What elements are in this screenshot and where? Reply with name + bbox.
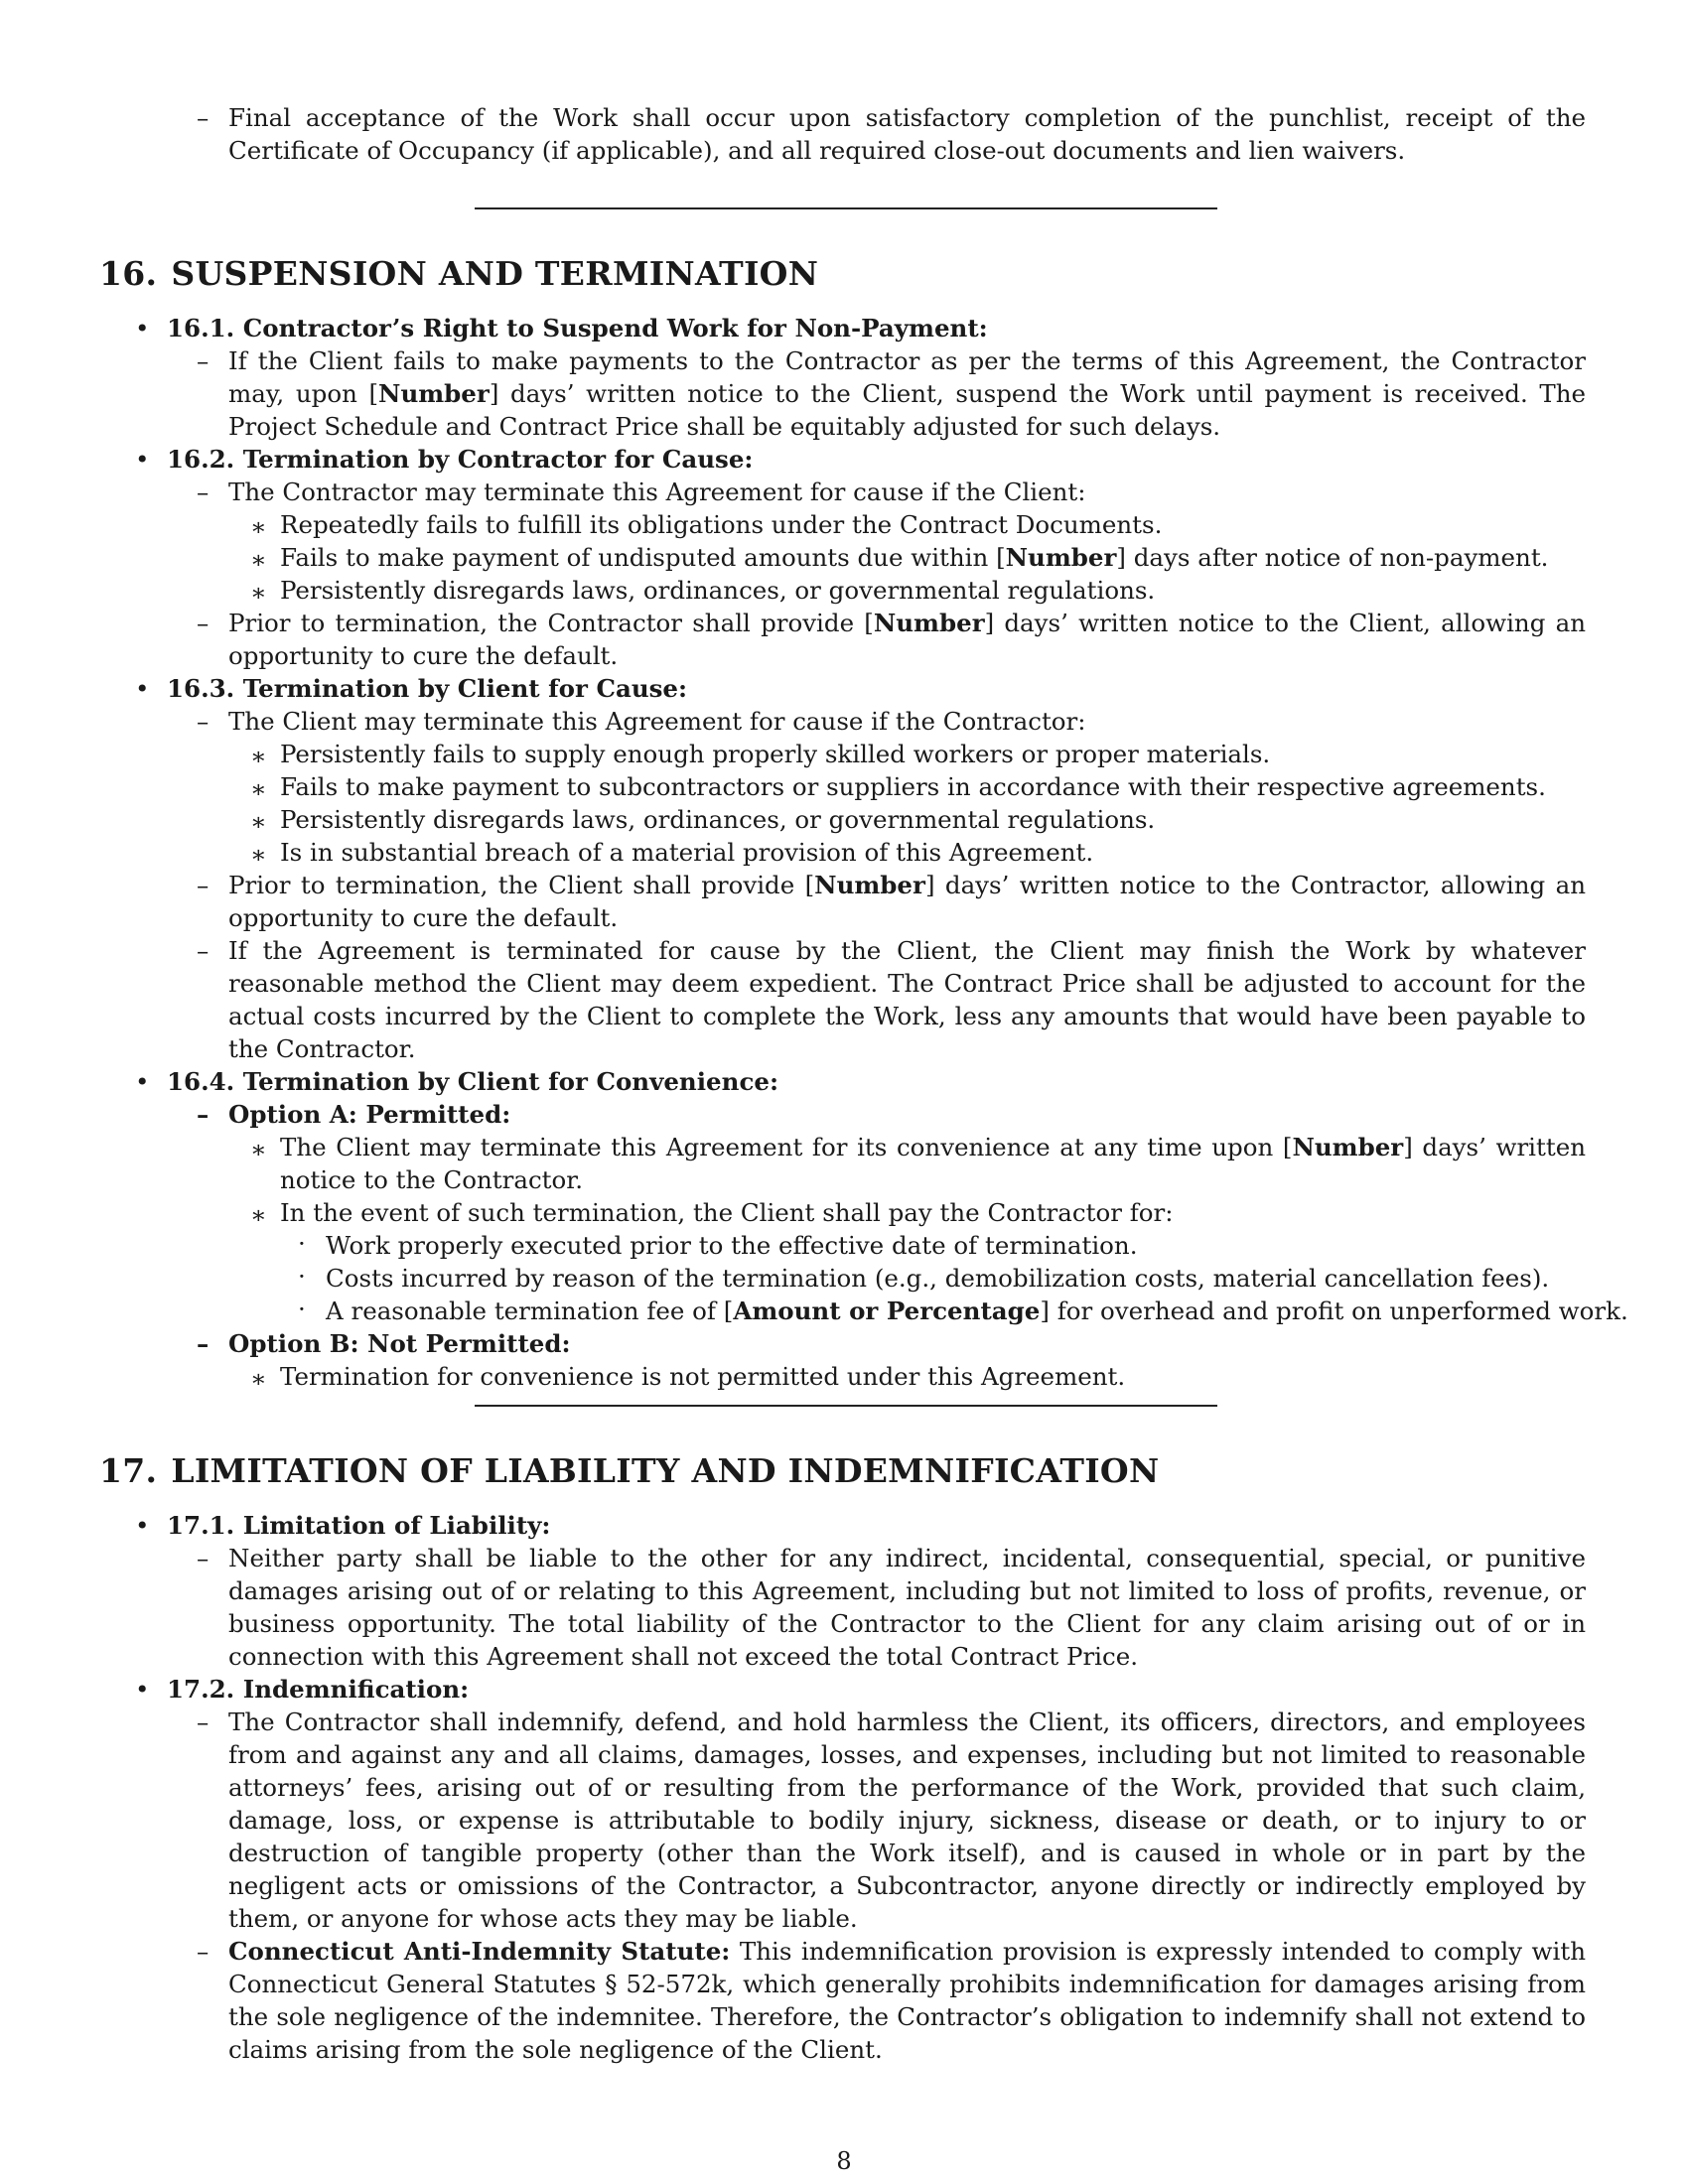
list-item: – The Contractor shall indemnify, defend, and hold harmless the Client, its officers, directors, and employees from and against any and all claims, damages, losses, and expenses, including but not limited to reasonable attorneys’ fees, arising out of or resulting from the performance of the Work, provided that such claim, damage, loss, or expense is attributable to bodily injury, sickness, disease or death, or to injury to or destruction of tangible property (other than the Work itself), and is caused in whole or in part by the negligent acts or omissions of the Contractor, a Subcontractor, anyone directly or indirectly employed by them, or anyone for whose acts they may be liable. <box>197 1707 1586 1933</box>
dash-marker: – <box>197 1329 210 1358</box>
dash-marker: – <box>197 346 210 375</box>
asterisk-marker: ∗ <box>250 545 267 574</box>
placeholder-number: Number <box>1292 1133 1404 1161</box>
subsection-17-2 <box>0 1673 1688 1706</box>
section-16-number: 16. <box>99 254 158 293</box>
dot-marker: · <box>298 1295 306 1323</box>
bullet-marker: • <box>135 445 150 474</box>
dash-marker: – <box>197 1100 210 1129</box>
placeholder-amount: Amount or Percentage <box>733 1297 1041 1325</box>
asterisk-marker: ∗ <box>250 742 267 770</box>
list-item: – Prior to termination, the Client shall provide [Number] days’ written notice to the Contractor, allowing an opportunity to cure the default. <box>197 871 1586 932</box>
dash-marker: – <box>197 103 210 132</box>
section-17-number: 17. <box>99 1451 158 1490</box>
list-item: ∗ The Client may terminate this Agreement for its convenience at any time upon [Number] days’ written notice to the Contractor. <box>250 1133 1586 1194</box>
list-item: ∗ Repeatedly fails to fulfill its obligations under the Contract Documents. <box>250 510 1163 541</box>
list-item: ∗ Persistently disregards laws, ordinances, or governmental regulations. <box>250 576 1156 607</box>
section-17-body <box>0 1509 1688 2066</box>
list-item: ∗ Is in substantial breach of a material provision of this Agreement. <box>250 838 1094 869</box>
dash-marker: – <box>197 936 210 965</box>
list-item: · Work properly executed prior to the effective date of termination. <box>298 1229 1138 1260</box>
dot-marker: · <box>298 1262 306 1291</box>
dash-marker: – <box>197 1544 210 1572</box>
subsection-16-4 <box>0 1065 1688 1098</box>
list-item: ∗ Fails to make payment of undisputed amounts due within [Number] days after notice of non-payment. <box>250 543 1549 574</box>
option-b-label: Option B: Not Permitted: <box>228 1329 571 1358</box>
subsection-16-4-heading: 16.4. Termination by Client for Convenience: <box>167 1067 778 1096</box>
subsection-16-2 <box>0 443 1688 476</box>
bullet-marker: • <box>135 1675 150 1704</box>
list-item: ∗ Fails to make payment to subcontractors or suppliers in accordance with their respective agreements. <box>250 772 1546 803</box>
bullet-marker: • <box>135 314 150 342</box>
asterisk-marker: ∗ <box>250 807 267 836</box>
section-17-title: LIMITATION OF LIABILITY AND INDEMNIFICATION <box>171 1451 1160 1490</box>
subsection-17-2-heading: 17.2. Indemnification: <box>167 1675 470 1704</box>
list-item: ∗ Persistently disregards laws, ordinances, or governmental regulations. <box>250 805 1156 836</box>
asterisk-marker: ∗ <box>250 512 267 541</box>
list-item: – The Contractor may terminate this Agreement for cause if the Client: <box>197 478 1086 506</box>
section-16-title: SUSPENSION AND TERMINATION <box>171 254 819 293</box>
asterisk-marker: ∗ <box>250 1364 267 1393</box>
dash-marker: – <box>197 478 210 506</box>
option-a <box>0 1098 1688 1131</box>
section-16-body <box>0 312 1688 1393</box>
subsection-17-1-heading: 17.1. Limitation of Liability: <box>167 1511 551 1540</box>
subsection-17-1 <box>0 1509 1688 1542</box>
option-b <box>0 1327 1688 1360</box>
subsection-16-1 <box>0 312 1688 344</box>
dash-marker: – <box>197 707 210 736</box>
list-item: · Costs incurred by reason of the termination (e.g., demobilization costs, material cancellation fees). <box>298 1262 1550 1293</box>
dash-marker: – <box>197 1937 210 1966</box>
section-17-heading <box>99 1451 1159 1491</box>
list-item: – If the Client fails to make payments to the Contractor as per the terms of this Agreement, the Contractor may, upon [Number] days’ written notice to the Client, suspend the Work until payment is received. The Project Schedule and Contract Price shall be equitably adjusted for such delays. <box>197 346 1586 441</box>
dot-marker: · <box>298 1229 306 1258</box>
dash-marker: – <box>197 609 210 637</box>
bullet-marker: • <box>135 1067 150 1096</box>
subsection-16-1-heading: 16.1. Contractor’s Right to Suspend Work for Non-Payment: <box>167 314 988 342</box>
asterisk-marker: ∗ <box>250 774 267 803</box>
bullet-marker: • <box>135 674 150 703</box>
placeholder-number: Number <box>378 379 490 408</box>
section-divider <box>475 1405 1217 1407</box>
subsection-16-3-heading: 16.3. Termination by Client for Cause: <box>167 674 688 703</box>
list-item: – If the Agreement is terminated for cause by the Client, the Client may finish the Work by whatever reasonable method the Client may deem expedient. The Contract Price shall be adjusted to account for the actual costs incurred by the Client to complete the Work, less any amounts that would have been payable to the Contractor. <box>197 936 1586 1063</box>
subsection-16-3 <box>0 672 1688 705</box>
list-item: ∗ In the event of such termination, the Client shall pay the Contractor for: <box>250 1198 1174 1229</box>
statute-label: Connecticut Anti-Indemnity Statute: <box>228 1937 731 1966</box>
list-item: ∗ Termination for convenience is not permitted under this Agreement. <box>250 1362 1126 1393</box>
list-item: – The Client may terminate this Agreement for cause if the Contractor: <box>197 707 1086 736</box>
page-number: 8 <box>836 2147 852 2175</box>
list-item: – Prior to termination, the Contractor shall provide [Number] days’ written notice to the Client, allowing an opportunity to cure the default. <box>197 609 1586 670</box>
list-item: – Connecticut Anti-Indemnity Statute: This indemnification provision is expressly intended to comply with Connecticut General Statutes § 52-572k, which generally prohibits indemnification for damages arising from the sole negligence of the indemnitee. Therefore, the Contractor’s obligation to indemnify shall not extend to claims arising from the sole negligence of the Client. <box>197 1937 1586 2064</box>
subsection-16-2-heading: 16.2. Termination by Contractor for Cause: <box>167 445 754 474</box>
dash-marker: – <box>197 871 210 899</box>
final-acceptance-text: Final acceptance of the Work shall occur upon satisfactory completion of the punchlist, receipt of the Certificate of Occupancy (if applicable), and all required close-out documents and lien waivers. <box>228 103 1586 165</box>
asterisk-marker: ∗ <box>250 1135 267 1163</box>
list-item: – Neither party shall be liable to the other for any indirect, incidental, consequential, special, or punitive damages arising out of or relating to this Agreement, including but not limited to loss of profits, revenue, or business opportunity. The total liability of the Contractor to the Client for any claim arising out of or in connection with this Agreement shall not exceed the total Contract Price. <box>197 1544 1586 1671</box>
section-16-heading <box>99 254 818 294</box>
asterisk-marker: ∗ <box>250 1200 267 1229</box>
dash-marker: – <box>197 1707 210 1736</box>
list-item: · A reasonable termination fee of [Amount or Percentage] for overhead and profit on unperformed work. <box>298 1295 1628 1325</box>
asterisk-marker: ∗ <box>250 840 267 869</box>
final-acceptance-item <box>0 101 1688 167</box>
asterisk-marker: ∗ <box>250 578 267 607</box>
placeholder-number: Number <box>1005 543 1117 572</box>
section-divider <box>475 207 1217 209</box>
placeholder-number: Number <box>814 871 925 899</box>
bullet-marker: • <box>135 1511 150 1540</box>
option-a-label: Option A: Permitted: <box>228 1100 511 1129</box>
placeholder-number: Number <box>873 609 985 637</box>
list-item: ∗ Persistently fails to supply enough properly skilled workers or proper materials. <box>250 740 1271 770</box>
